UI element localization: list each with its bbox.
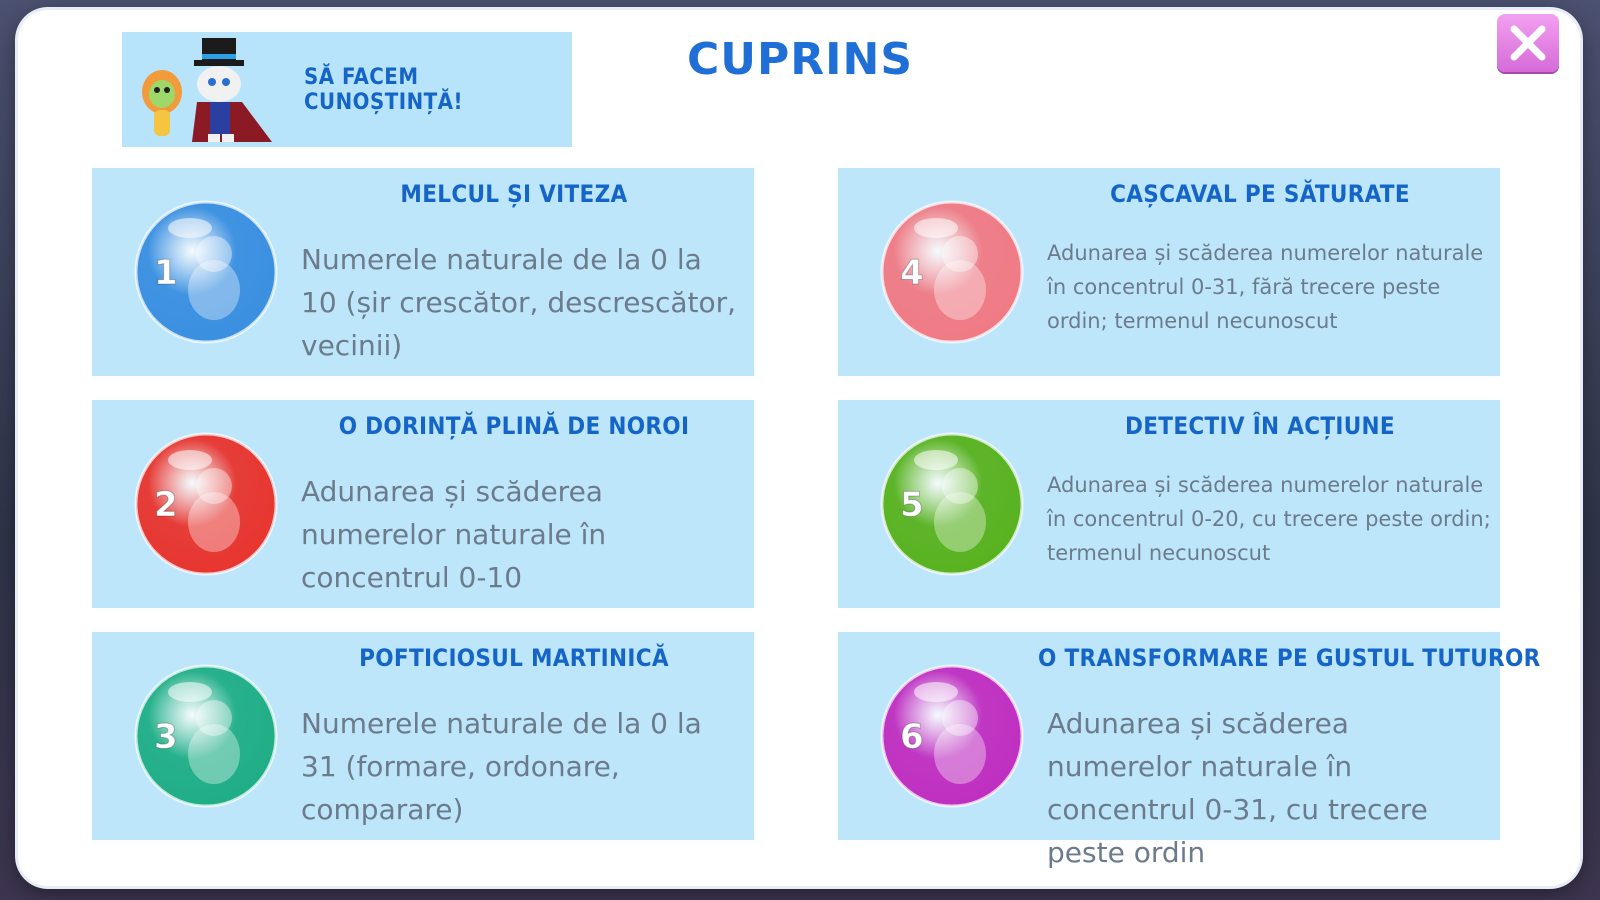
chapter-card-1[interactable] <box>92 168 754 376</box>
chapter-number: 4 <box>900 253 924 293</box>
intro-label: SĂ FACEM CUNOȘTINȚĂ! <box>304 64 464 115</box>
chapter-number: 6 <box>900 717 924 757</box>
chapter-card-6[interactable] <box>838 632 1541 869</box>
chapter-title: O DORINȚĂ PLINĂ DE NOROI <box>338 412 690 440</box>
chapter-number: 3 <box>154 717 178 757</box>
chapter-card-2[interactable] <box>92 400 754 608</box>
chapter-4-orb-icon <box>878 198 1026 346</box>
chapter-description: Numerele naturale de la 0 la 10 (șir crescător, descrescător, vecinii) <box>301 243 737 362</box>
chapter-title: CAȘCAVAL PE SĂTURATE <box>1110 180 1410 208</box>
chapter-2-orb-icon <box>132 430 280 578</box>
contents-dialog <box>18 10 1580 886</box>
intro-banner[interactable] <box>122 32 572 147</box>
chapter-1-orb-icon <box>132 198 280 346</box>
chapter-3-orb-icon <box>132 662 280 810</box>
chapter-title: DETECTIV ÎN ACȚIUNE <box>1125 412 1395 440</box>
close-button[interactable] <box>1497 14 1559 72</box>
chapter-title: O TRANSFORMARE PE GUSTUL TUTUROR <box>1038 644 1541 672</box>
chapter-number: 1 <box>154 253 178 293</box>
chapter-6-orb-icon <box>878 662 1026 810</box>
page-title: CUPRINS <box>686 34 914 85</box>
chapter-description: Adunarea și scăderea numerelor naturale în concentrul 0-31, fără trecere peste ordin; termenul necunoscut <box>1047 241 1484 333</box>
chapter-card-5[interactable] <box>838 400 1500 608</box>
chapter-card-4[interactable] <box>838 168 1500 376</box>
intro-characters-illustration <box>122 32 292 147</box>
close-icon <box>1508 23 1548 63</box>
chapter-title: MELCUL ȘI VITEZA <box>400 180 628 208</box>
chapter-description: Adunarea și scăderea numerelor naturale în concentrul 0-10 <box>301 475 607 594</box>
chapter-description: Adunarea și scăderea numerelor naturale în concentrul 0-31, cu trecere peste ordin <box>1047 707 1428 869</box>
chapter-description: Adunarea și scăderea numerelor naturale în concentrul 0-20, cu trecere peste ordin; termenul necunoscut <box>1047 473 1491 565</box>
chapter-title: POFTICIOSUL MARTINICĂ <box>359 644 669 672</box>
chapter-card-3[interactable] <box>92 632 754 840</box>
chapter-number: 5 <box>900 485 924 525</box>
chapter-5-orb-icon <box>878 430 1026 578</box>
chapter-number: 2 <box>154 485 178 525</box>
chapter-description: Numerele naturale de la 0 la 31 (formare, ordonare, comparare) <box>301 707 702 826</box>
